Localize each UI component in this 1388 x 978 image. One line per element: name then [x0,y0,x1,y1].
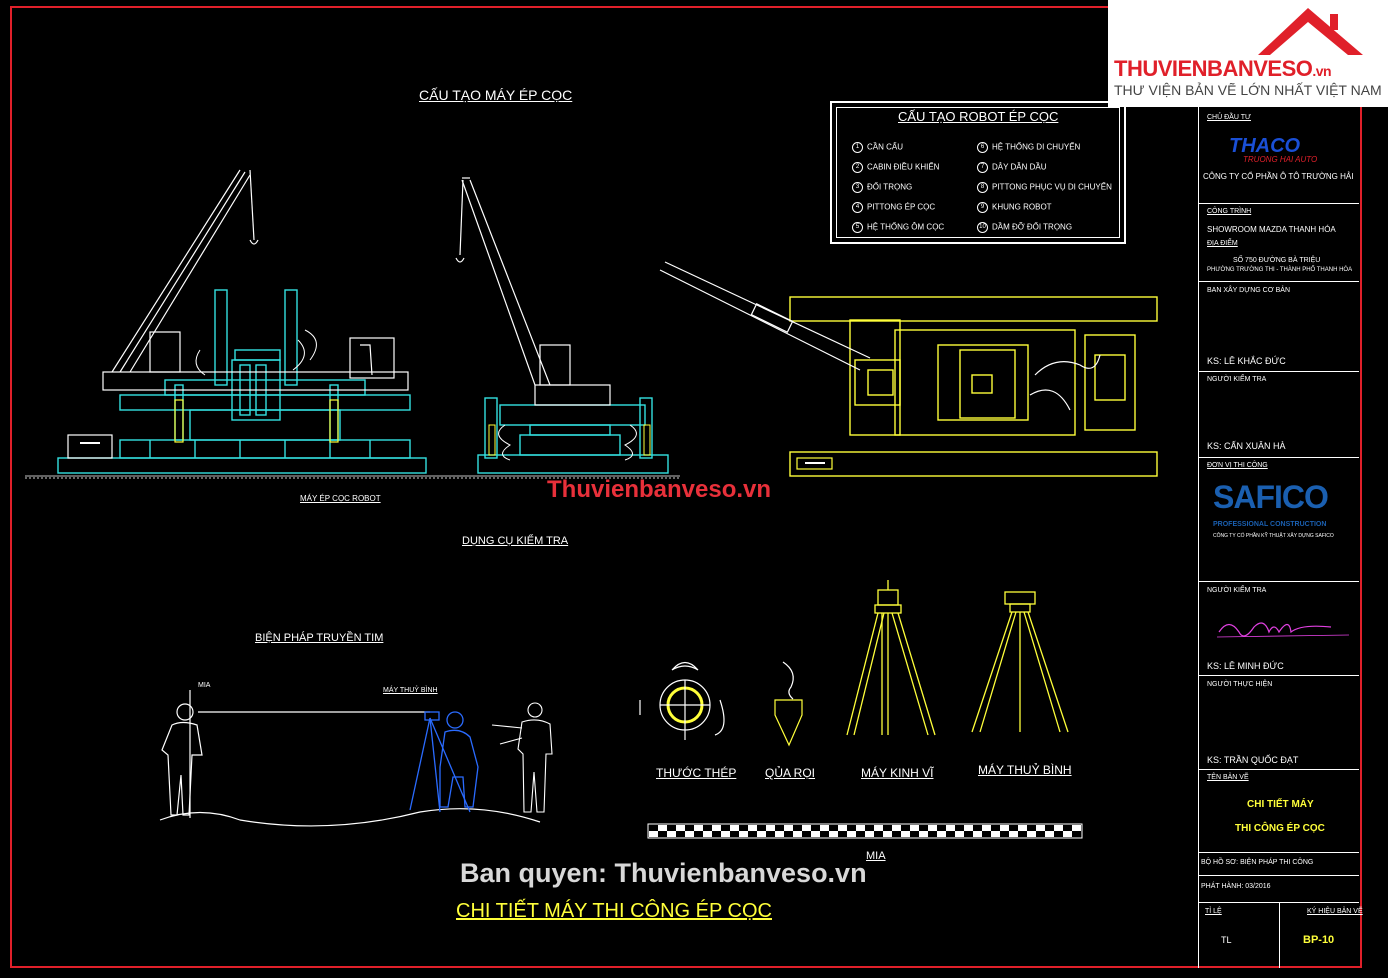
ruler-segment [712,825,721,831]
ruler-segment [856,825,865,831]
title-dung-cu-kiem-tra: DỤNG CỤ KIỂM TRA [462,535,569,547]
label-may-thuy-binh: MÁY THUỶ BÌNH [978,763,1072,777]
caption-may-ep-coc-robot: MÁY ÉP CỌC ROBOT [300,494,381,503]
legend-number: 3 [852,182,863,193]
tb-ks2: KS: CẤN XUÂN HÀ [1207,441,1286,451]
ruler-segment [1009,831,1018,837]
ruler-segment [694,825,703,831]
label-qua-roi: QỦA RỌI [765,766,816,780]
ruler-segment [973,831,982,837]
legend-item-8 [977,182,1112,193]
thaco-sub: TRUONG HAI AUTO [1243,155,1318,164]
ruler-segment [739,831,748,837]
tb-phat-hanh: PHÁT HÀNH: 03/2016 [1201,883,1271,890]
legend-number: 2 [852,162,863,173]
tb-ti-le-label: TỈ LỆ [1205,908,1222,915]
safico-logo: SAFICO [1213,479,1328,515]
ruler-segment [865,831,874,837]
ruler-segment [730,825,739,831]
main-drawing-title: CHI TIẾT MÁY THI CÔNG ÉP CỌC [456,900,772,922]
tb-bo-ho-so: BỘ HỒ SƠ: BIỆN PHÁP THI CÔNG [1201,859,1314,866]
tb-ki-hieu: BP-10 [1303,934,1335,946]
ruler-segment [793,831,802,837]
tb-dia-diem-2: PHƯỜNG TRƯỜNG THI - THÀNH PHỐ THANH HÓA [1207,267,1353,273]
legend-number: 9 [977,202,988,213]
tb-don-vi-thi-cong: ĐƠN VỊ THI CÔNG [1207,462,1268,469]
tb-nguoi-kiem-tra-1: NGƯỜI KIỂM TRA [1207,376,1267,383]
ruler-segment [1018,825,1027,831]
tb-ten-ban-ve-2: THI CÔNG ÉP CỌC [1235,823,1325,834]
ruler-segment [757,831,766,837]
tb-chu-dau-tu-label: CHỦ ĐẦU TƯ [1207,114,1251,121]
safico-sub: PROFESSIONAL CONSTRUCTION [1213,521,1327,528]
ruler-segment [1063,831,1072,837]
legend-item-5 [852,222,944,233]
ruler-segment [937,831,946,837]
legend-label: DẦM ĐỠ ĐỐI TRỌNG [992,222,1073,232]
thaco-logo: THACO [1229,135,1301,157]
ruler-segment [802,825,811,831]
ruler-segment [1027,831,1036,837]
legend-label: PITTONG PHỤC VỤ DI CHUYỂN [992,182,1112,192]
ruler-segment [1045,831,1054,837]
legend-item-6 [977,142,1080,153]
tb-ks3: KS: LÊ MINH ĐỨC [1207,661,1284,671]
ruler-segment [928,825,937,831]
tb-ki-hieu-label: KÝ HIỆU BẢN VẼ [1307,908,1363,915]
label-mia: MIA [866,850,886,862]
ruler-segment [811,831,820,837]
tb-cong-trinh-label: CÔNG TRÌNH [1207,208,1252,215]
tb-ten-ban-ve-1: CHI TIẾT MÁY [1247,799,1314,810]
tb-cong-trinh: SHOWROOM MAZDA THANH HÓA [1207,225,1336,234]
logo-brand-text: THUVIENBANVESO [1114,56,1313,81]
legend-item-7 [977,162,1047,173]
logo-domain: .vn [1312,63,1332,79]
tb-dia-diem-label: ĐỊA ĐIỂM [1207,240,1238,247]
ruler-segment [748,825,757,831]
ruler-segment [901,831,910,837]
house-roof-icon [1108,0,1388,60]
ruler-segment [874,825,883,831]
tb-ks4: KS: TRẦN QUỐC ĐẠT [1207,755,1299,765]
tb-ten-ban-ve-label: TÊN BẢN VẼ [1207,774,1249,781]
legend-number: 6 [977,142,988,153]
tb-ks1: KS: LÊ KHẮC ĐỨC [1207,356,1286,366]
ruler-segment [1054,825,1063,831]
logo-brand [1114,56,1331,82]
legend-item-1 [852,142,903,153]
ruler-segment [982,825,991,831]
legend-number: 4 [852,202,863,213]
legend-number: 5 [852,222,863,233]
ruler-segment [910,825,919,831]
watermark-copyright: Ban quyen: Thuvienbanveso.vn [460,858,867,888]
ruler-segment [847,831,856,837]
title-bien-phap-truyen-tim: BIỆN PHÁP TRUYỀN TIM [255,632,384,644]
ruler-segment [1072,825,1081,831]
label-may-kinh-vi: MÁY KINH VĨ [861,766,934,780]
ruler-segment [892,825,901,831]
legend-label: KHUNG ROBOT [992,202,1052,212]
tb-ban-xay-dung: BAN XÂY DỰNG CƠ BẢN [1207,287,1291,294]
title-robot-ep-coc: CẤU TẠO ROBOT ÉP CỌC [898,109,1059,124]
ruler-segment [820,825,829,831]
tb-ti-le: TL [1221,935,1232,945]
title-may-ep-coc: CẤU TẠO MÁY ÉP CỌC [419,87,573,103]
legend-number: 10 [977,222,988,233]
legend-item-4 [852,202,935,213]
legend-label: CẦN CẨU [867,142,904,152]
label-mia-small: MIA [198,682,211,689]
legend-label: DÂY DẪN DẦU [992,162,1047,172]
legend-label: HỆ THỐNG ÔM CỌC [867,222,945,232]
legend-item-10 [977,222,1072,233]
legend-item-9 [977,202,1052,213]
ruler-segment [991,831,1000,837]
ruler-segment [829,831,838,837]
ruler-segment [667,831,676,837]
ruler-segment [703,831,712,837]
watermark-center: Thuvienbanveso.vn [547,476,772,503]
ruler-segment [838,825,847,831]
legend-label: CABIN ĐIỀU KHIỂN [867,162,940,172]
legend-item-2 [852,162,939,173]
legend-number: 7 [977,162,988,173]
label-may-thuy-binh-small: MÁY THUỶ BÌNH [383,687,438,694]
tb-nguoi-kiem-tra-2: NGƯỜI KIỂM TRA [1207,587,1267,594]
ruler-segment [775,831,784,837]
ruler-segment [1036,825,1045,831]
ruler-segment [685,831,694,837]
ruler-segment [784,825,793,831]
ruler-segment [649,831,658,837]
ruler-segment [766,825,775,831]
logo-tagline: THƯ VIỆN BẢN VẼ LỚN NHẤT VIỆT NAM [1114,82,1382,98]
legend-item-3 [852,182,912,193]
ruler-segment [676,825,685,831]
legend-label: HỆ THỐNG DI CHUYỂN [992,142,1081,152]
legend-number: 1 [852,142,863,153]
title-block [1198,107,1363,968]
ruler-segment [658,825,667,831]
ruler-segment [883,831,892,837]
tb-thaco-company: CÔNG TY CỔ PHẦN Ô TÔ TRƯỜNG HẢI [1203,172,1354,181]
tb-safico-company: CÔNG TY CỔ PHẦN KỸ THUẬT XÂY DỰNG SAFICO [1213,533,1334,539]
tb-nguoi-thuc-hien: NGƯỜI THỰC HIỆN [1207,681,1273,688]
ruler-segment [955,831,964,837]
legend-label: PITTONG ÉP CỌC [867,202,936,212]
ruler-segment [721,831,730,837]
ruler-segment [919,831,928,837]
ruler-segment [1000,825,1009,831]
tb-dia-diem-1: SỐ 750 ĐƯỜNG BÀ TRIỆU [1233,257,1321,264]
ruler-segment [964,825,973,831]
thuvienbanveso-logo[interactable] [1108,0,1388,107]
signature-icon [1199,607,1359,647]
label-thuoc-thep: THƯỚC THÉP [656,766,737,780]
legend-label: ĐỐI TRỌNG [867,182,913,192]
legend-number: 8 [977,182,988,193]
ruler-segment [946,825,955,831]
